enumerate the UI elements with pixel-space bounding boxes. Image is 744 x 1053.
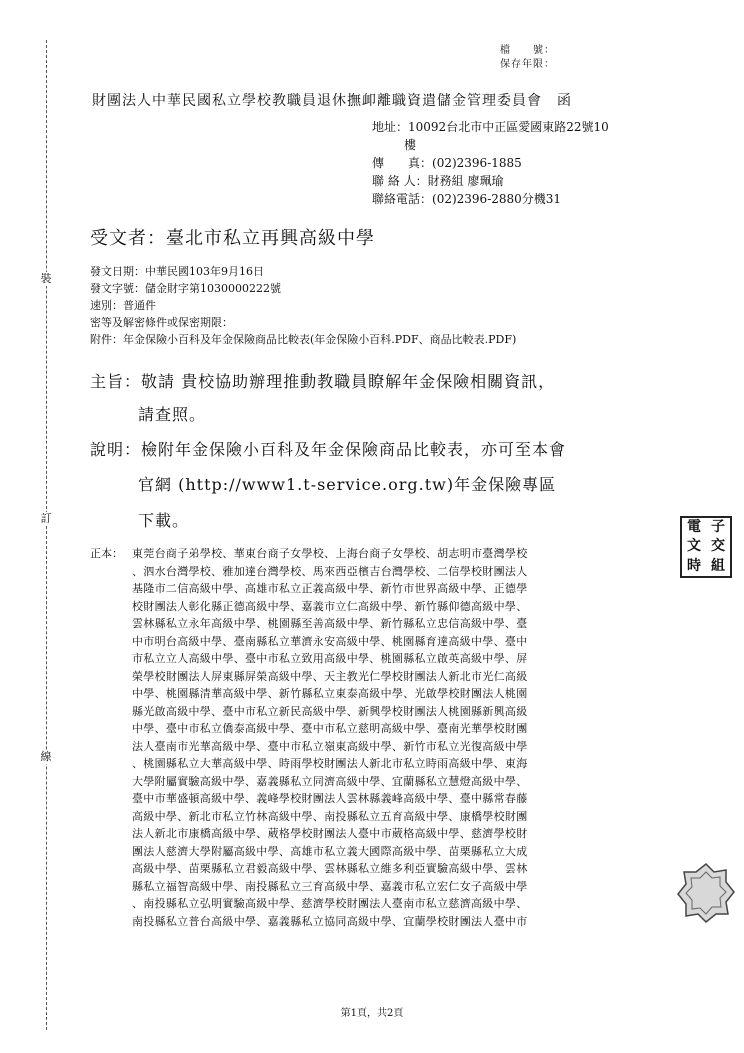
- address-row: [372, 118, 609, 136]
- cc-line: 、南投縣私立弘明實驗高級中學、慈濟學校財團法人臺南市私立慈濟高級中學、: [132, 897, 528, 910]
- cc-line: 中學、桃園縣清華高級中學、新竹縣私立東泰高級中學、光啟學校財團法人桃園: [132, 687, 528, 700]
- explanation-line-2: 官網 (http://www1.t-service.org.tw)年金保險專區: [138, 475, 557, 494]
- fax-value: (02)2396-1885: [432, 156, 522, 170]
- stamp-char: 時: [687, 557, 701, 574]
- contact-row: [372, 172, 503, 190]
- secrecy-level: 密等及解密條件或保密期限：: [90, 316, 233, 329]
- cc-label: 正本：: [90, 547, 123, 560]
- cc-line: 基隆市二信高級中學、高雄市私立正義高級中學、新竹市世界高級中學、正德學: [132, 582, 528, 595]
- address-value: 10092台北市中正區愛國東路22號10: [408, 120, 609, 134]
- stamp-char: 交: [711, 538, 725, 555]
- cc-line: 榮學校財團法人屏東縣屏榮高級中學、天主教光仁學校財團法人新北市光仁高級: [132, 669, 528, 683]
- cc-line: 南投縣私立普台高級中學、嘉義縣私立協同高級中學、宜蘭學校財團法人臺中市: [132, 914, 528, 928]
- subject-line-2: 請查照。: [138, 405, 207, 424]
- cc-line: 高級中學、苗栗縣私立君毅高級中學、雲林縣私立維多利亞實驗高級中學、雲林: [132, 862, 528, 875]
- binding-mark-middle: 訂: [38, 512, 54, 526]
- stamp-char: 電: [687, 519, 701, 535]
- cc-line: 團法人慈濟大學附屬高級中學、高雄市私立義大國際高級中學、苗栗縣私立大成: [132, 844, 528, 858]
- cc-line: 中學、臺中市私立僑泰高級中學、臺中市私立慈明高級中學、臺南光華學校財團: [132, 722, 528, 735]
- subject-line-1: 主旨：敬請 貴校協助辦理推動教職員瞭解年金保險相關資訊，: [90, 372, 556, 391]
- attachment: 附件：年金保險小百科及年金保險商品比較表(年金保險小百科.PDF、商品比較表.PDF): [90, 333, 517, 346]
- fax-label: 傳 真：: [372, 156, 433, 170]
- document-number: 發文字號：儲金財字第1030000222號: [90, 282, 281, 295]
- cc-line: 縣私立福智高級中學、南投縣私立三育高級中學、嘉義市私立宏仁女子高級中學: [132, 879, 528, 893]
- address-continued: 樓: [404, 138, 417, 152]
- seal-mark: [676, 862, 736, 924]
- binding-line: [46, 40, 47, 1030]
- cc-line: 大學附屬實驗高級中學、嘉義縣私立同濟高級中學、宜蘭縣私立慧燈高級中學、: [132, 774, 528, 788]
- cc-line: 校財團法人彰化縣正德高級中學、嘉義市立仁高級中學、新竹縣仰德高級中學、: [132, 599, 528, 613]
- fax-row: [372, 154, 522, 172]
- explanation-line-3: 下載。: [138, 511, 190, 530]
- cc-line: 、桃園縣私立大華高級中學、時雨學校財團法人新北市私立時雨高級中學、東海: [132, 757, 528, 770]
- issue-date: 發文日期：中華民國103年9月16日: [90, 265, 264, 278]
- contact-label: 聯 絡 人：: [372, 174, 428, 188]
- binding-mark-bottom: 線: [38, 750, 54, 764]
- stamp-char: 文: [687, 538, 701, 555]
- cc-line: 高級中學、新北市私立竹林高級中學、南投縣私立五育高級中學、康橋學校財團: [132, 809, 528, 823]
- binding-mark-top: 裝: [38, 272, 54, 286]
- cc-line: 縣光啟高級中學、臺中市私立新民高級中學、新興學校財團法人桃園縣新興高級: [132, 704, 528, 718]
- org-title: 財團法人中華民國私立學校教職員退休撫卹離職資遣儲金管理委員會 函: [92, 93, 572, 109]
- stamp-char: 子: [711, 519, 725, 535]
- recipient: 受文者：臺北市私立再興高級中學: [90, 228, 375, 249]
- cc-line: 法人新北市康橋高級中學、葳格學校財團法人臺中市葳格高級中學、慈濟學校財: [132, 827, 528, 840]
- phone-row: [372, 190, 561, 208]
- stamp-char: 組: [711, 557, 725, 574]
- page-number: 第1頁，共2頁: [340, 1008, 404, 1019]
- retention-label: 保存年限：: [500, 59, 555, 70]
- cc-line: 法人臺南市光華高級中學、臺中市私立嶺東高級中學、新竹市私立光復高級中學: [132, 739, 528, 753]
- phone-value: (02)2396-2880分機31: [432, 192, 562, 206]
- cc-line: 、泗水台灣學校、雅加達台灣學校、馬來西亞檳吉台灣學校、二信學校財團法人: [132, 564, 528, 578]
- cc-line: 臺中市華盛頓高級中學、義峰學校財團法人雲林縣義峰高級中學、臺中縣常春藤: [132, 792, 528, 805]
- cc-line: 市私立立人高級中學、臺中市私立致用高級中學、桃園縣私立啟英高級中學、屏: [132, 652, 528, 665]
- cc-list: [132, 545, 660, 930]
- explanation-line-1: 說明：檢附年金保險小百科及年金保險商品比較表，亦可至本會: [90, 440, 567, 459]
- cc-line: 中市明台高級中學、臺南縣私立華濟永安高級中學、桃園縣育達高級中學、臺中: [132, 634, 528, 648]
- electronic-exchange-stamp: [680, 516, 732, 578]
- cc-line: 東莞台商子弟學校、華東台商子女學校、上海台商子女學校、胡志明市臺灣學校: [132, 547, 528, 560]
- file-number-label: 檔 號：: [500, 45, 555, 56]
- phone-label: 聯絡電話：: [372, 192, 433, 206]
- address-label: 地址：: [372, 120, 409, 134]
- contact-value: 財務組 廖珮瑜: [427, 174, 504, 188]
- speed-class: 速別：普通件: [90, 299, 156, 312]
- cc-line: 雲林縣私立永年高級中學、桃園縣至善高級中學、新竹縣私立忠信高級中學、臺: [132, 617, 528, 630]
